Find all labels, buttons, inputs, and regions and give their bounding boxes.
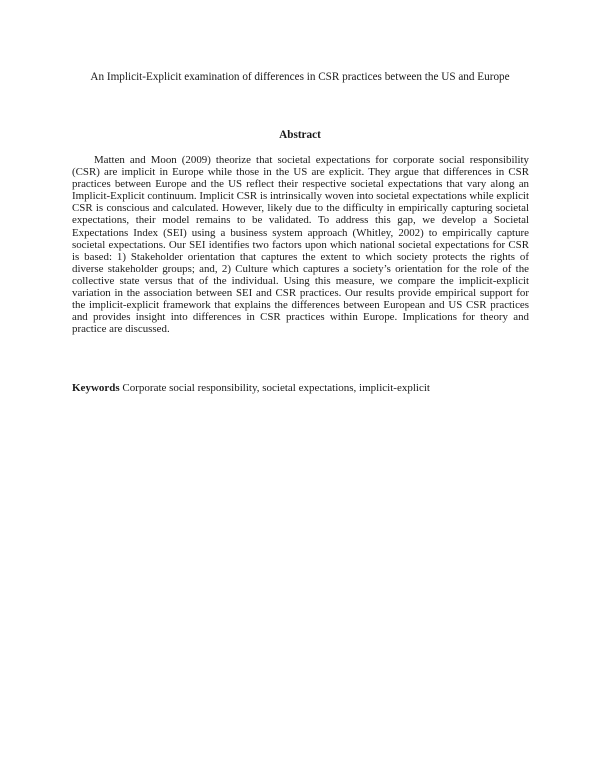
keywords-line (72, 381, 532, 395)
paper-title: An Implicit-Explicit examination of differences in CSR practices between the US and Europe (90, 71, 510, 83)
keywords-text: Corporate social responsibility, societal expectations, implicit-explicit (122, 382, 430, 394)
abstract-heading: Abstract (279, 129, 321, 141)
keywords-label: Keywords (72, 382, 120, 394)
abstract-body: Matten and Moon (2009) theorize that societal expectations for corporate social responsibility (CSR) are implicit in Europe while those in the US are explicit. They argue that differences in CSR practices between Europe and the US reflect their respective societal expectations that vary along an Implicit-Explicit continuum. Implicit CSR is intrinsically woven into societal expectations while explicit CSR is conscious and calculated. However, likely due to the difficulty in empirically capturing societal expectations, their model remains to be validated. To address this gap, we develop a Societal Expectations Index (SEI) using a business system approach (Whitley, 2002) to empirically capture societal expectations. Our SEI identifies two factors upon which national societal expectations for CSR is based: 1) Stakeholder orientation that captures the extent to which society protects the rights of diverse stakeholder groups; and, 2) Culture which captures a society’s orientation for the role of the collective state versus that of the individual. Using this measure, we compare the implicit-explicit variation in the association between SEI and CSR practices. Our results provide empirical support for the implicit-explicit framework that explains the differences between European and US CSR practices and provides insight into differences in CSR practices within Europe. Implications for theory and practice are discussed. (72, 154, 529, 336)
